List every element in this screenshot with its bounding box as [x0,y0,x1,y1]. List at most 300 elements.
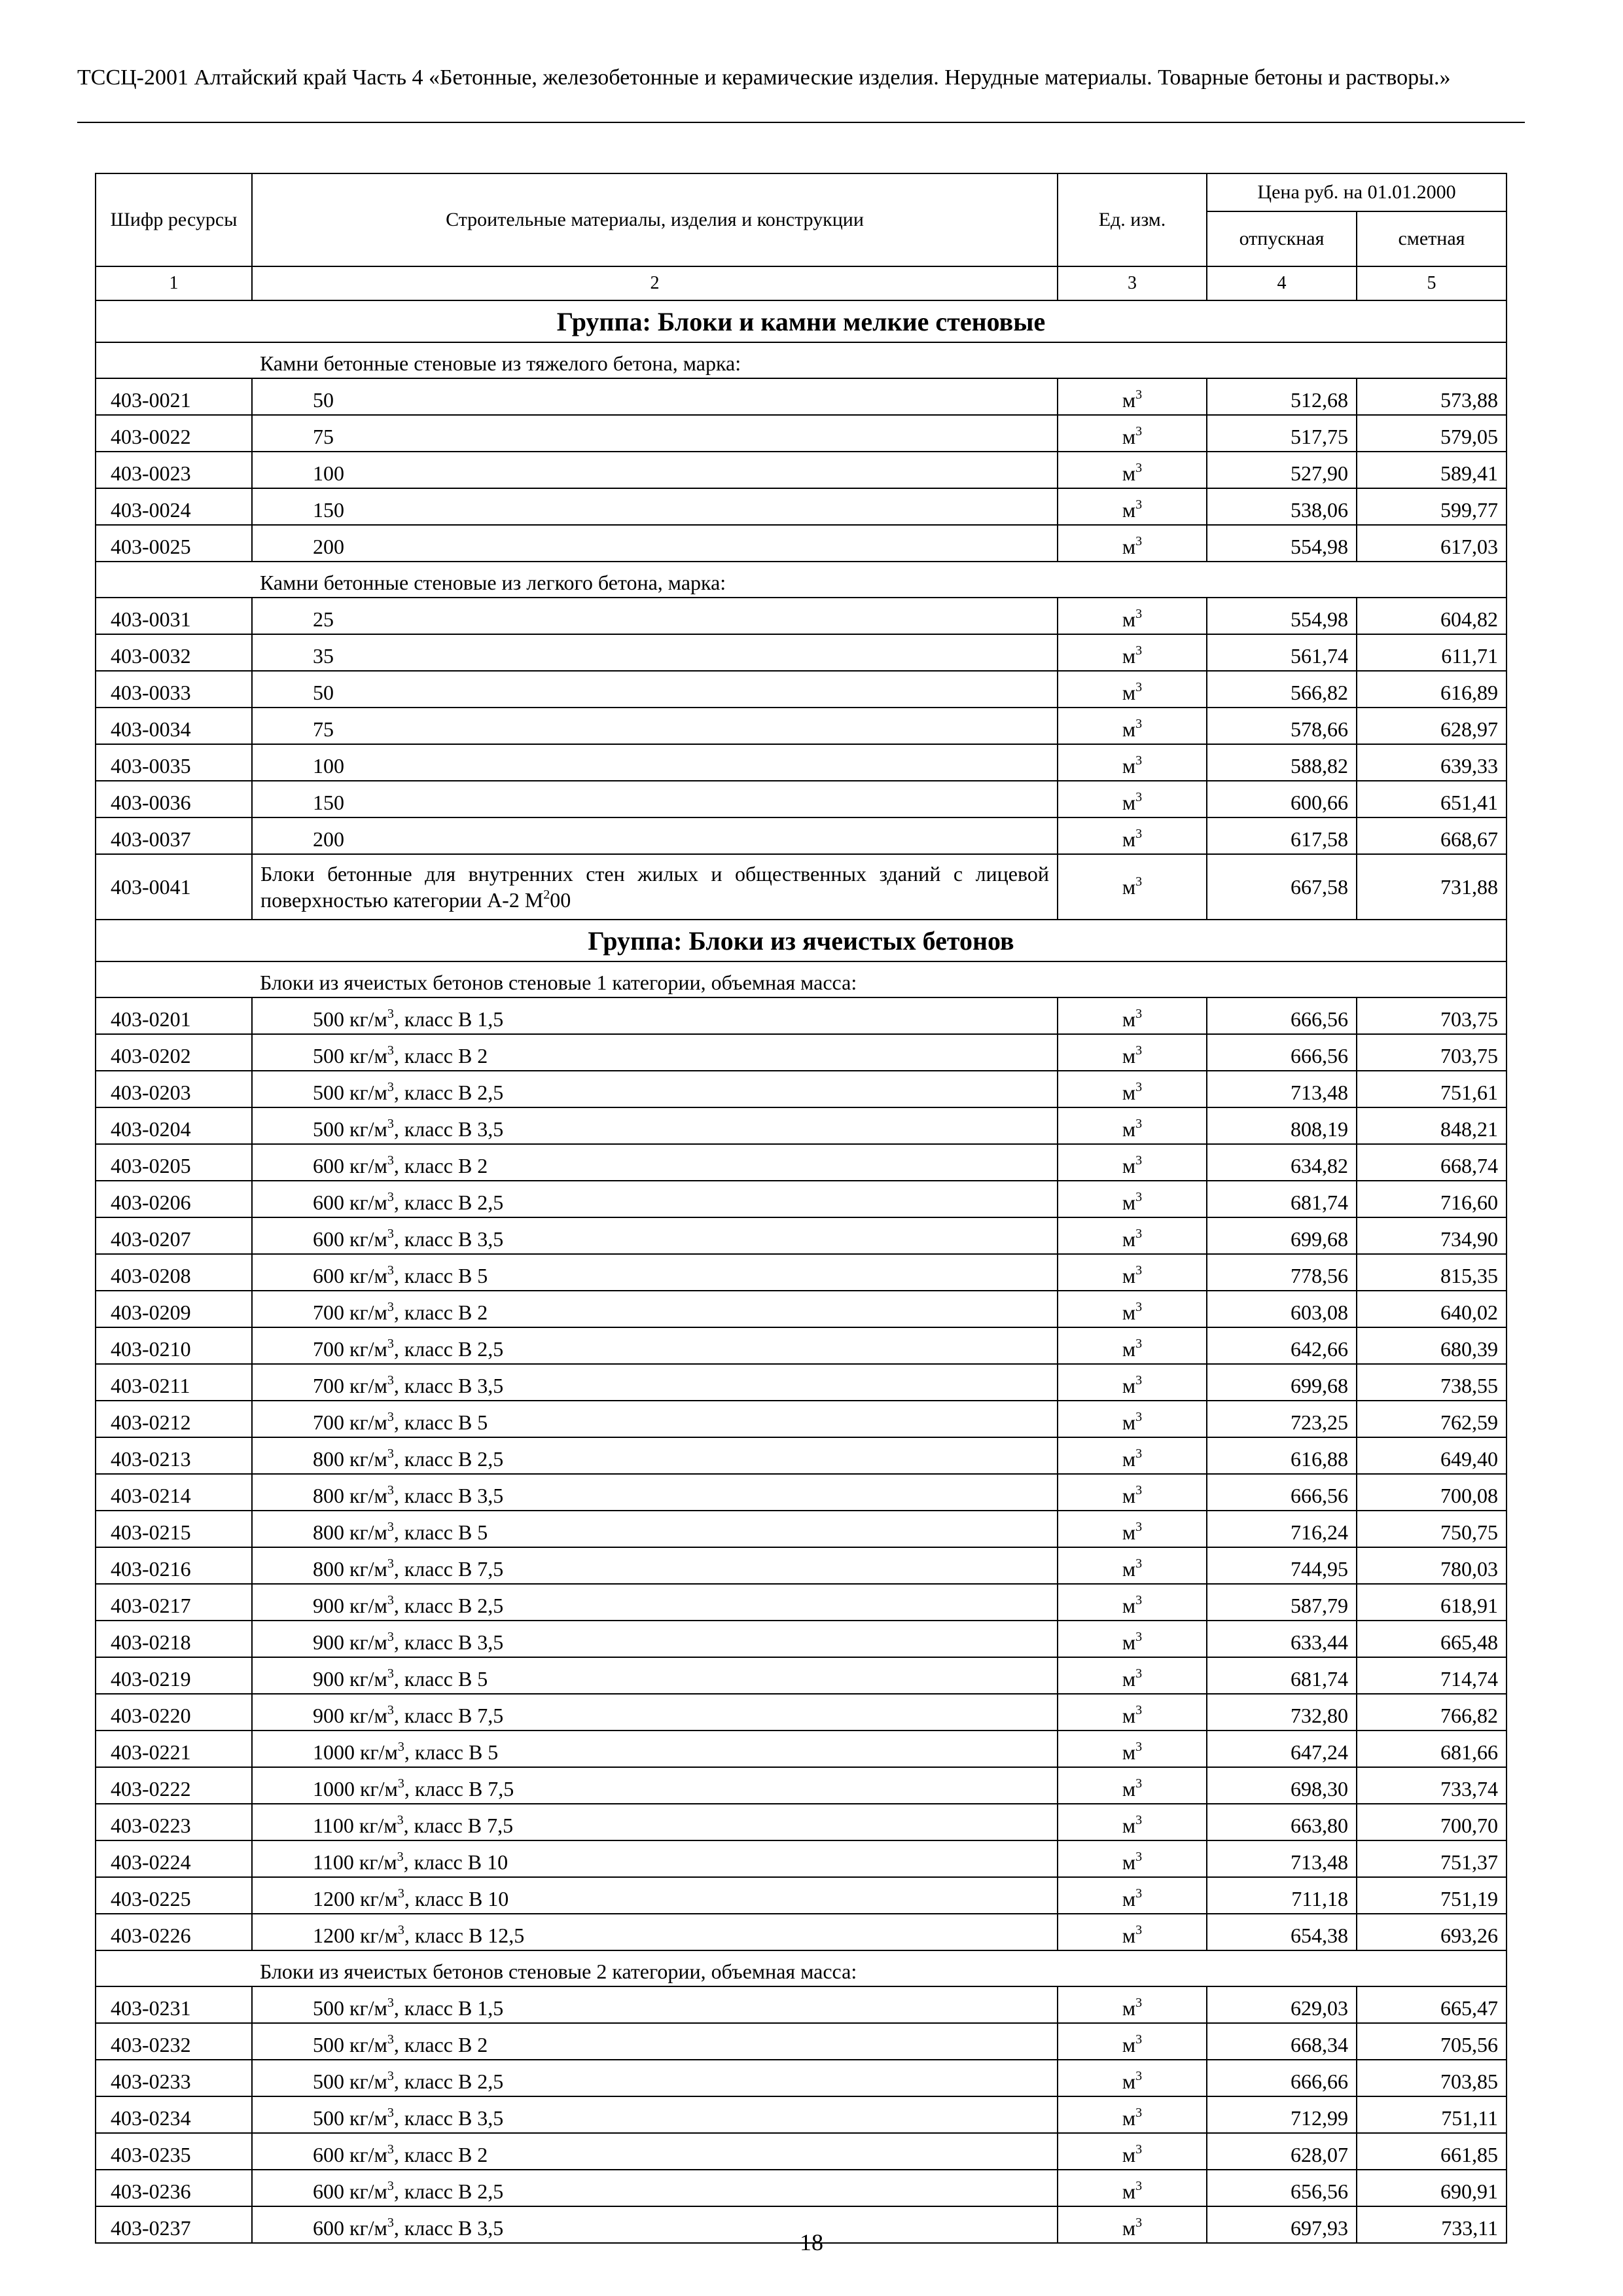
material-name: 500 $кг/м^3$, класс В 2,5 [252,2060,1058,2096]
resource-code: 403-0206 [96,1181,252,1217]
estimate-price: 815,35 [1357,1254,1507,1291]
material-name: 75 [252,708,1058,744]
resource-code: 403-0218 [96,1621,252,1657]
table-row [96,1254,1507,1291]
unit-cell: $м^3$ [1058,1364,1207,1401]
release-price: 554,98 [1207,525,1357,562]
material-name: 100 [252,452,1058,488]
table-row [96,708,1507,744]
subgroup-title: Камни бетонные стеновые из легкого бетона, марка: [96,562,1507,598]
subgroup-title: Камни бетонные стеновые из тяжелого бетона, марка: [96,342,1507,378]
resource-code: 403-0210 [96,1327,252,1364]
table-row [96,854,1507,920]
material-name: 800 $кг/м^3$, класс В 7,5 [252,1547,1058,1584]
estimate-price: 579,05 [1357,415,1507,452]
estimate-price: 604,82 [1357,598,1507,634]
table-row [96,1804,1507,1840]
unit-cell: $м^3$ [1058,452,1207,488]
table-row [96,1986,1507,2023]
release-price: 666,56 [1207,1034,1357,1071]
col-header-release: отпускная [1207,211,1357,266]
table-row [96,1071,1507,1107]
unit-cell: $м^3$ [1058,488,1207,525]
group-row [96,920,1507,961]
table-row [96,671,1507,708]
estimate-price: 616,89 [1357,671,1507,708]
resource-code: 403-0217 [96,1584,252,1621]
release-price: 681,74 [1207,1657,1357,1694]
resource-code: 403-0202 [96,1034,252,1071]
unit-cell: $м^3$ [1058,1327,1207,1364]
unit-cell: $м^3$ [1058,1767,1207,1804]
release-price: 617,58 [1207,817,1357,854]
col-number: 2 [252,266,1058,300]
material-name: 150 [252,488,1058,525]
unit-cell: $м^3$ [1058,781,1207,817]
table-row [96,1364,1507,1401]
estimate-price: 573,88 [1357,378,1507,415]
unit-cell: $м^3$ [1058,1804,1207,1840]
table-row [96,997,1507,1034]
unit-cell: $м^3$ [1058,415,1207,452]
material-name: 500 $кг/м^3$, класс В 2 [252,2023,1058,2060]
unit-cell: $м^3$ [1058,2133,1207,2170]
table-row [96,598,1507,634]
release-price: 681,74 [1207,1181,1357,1217]
release-price: 666,66 [1207,2060,1357,2096]
col-number: 5 [1357,266,1507,300]
unit-cell: $м^3$ [1058,854,1207,920]
release-price: 723,25 [1207,1401,1357,1437]
release-price: 699,68 [1207,1364,1357,1401]
table-row [96,1034,1507,1071]
material-name: 500 $кг/м^3$, класс В 3,5 [252,2096,1058,2133]
estimate-price: 703,85 [1357,2060,1507,2096]
document-header: ТССЦ-2001 Алтайский край Часть 4 «Бетонные, железобетонные и керамические изделия. Нерудные материалы. Товарные бетоны и растворы.» [77,65,1451,90]
release-price: 699,68 [1207,1217,1357,1254]
release-price: 628,07 [1207,2133,1357,2170]
material-name: 700 $кг/м^3$, класс В 2,5 [252,1327,1058,1364]
resource-code: 403-0032 [96,634,252,671]
table-row [96,2133,1507,2170]
release-price: 654,38 [1207,1914,1357,1950]
estimate-price: 640,02 [1357,1291,1507,1327]
subgroup-row [96,562,1507,598]
resource-code: 403-0235 [96,2133,252,2170]
unit-cell: $м^3$ [1058,1914,1207,1950]
estimate-price: 750,75 [1357,1511,1507,1547]
estimate-price: 762,59 [1357,1401,1507,1437]
resource-code: 403-0203 [96,1071,252,1107]
release-price: 697,93 [1207,2206,1357,2243]
material-name: 50 [252,671,1058,708]
release-price: 517,75 [1207,415,1357,452]
resource-code: 403-0211 [96,1364,252,1401]
estimate-price: 716,60 [1357,1181,1507,1217]
page-number: 18 [800,2229,823,2255]
unit-cell: $м^3$ [1058,1547,1207,1584]
release-price: 666,56 [1207,997,1357,1034]
estimate-price: 700,08 [1357,1474,1507,1511]
release-price: 527,90 [1207,452,1357,488]
estimate-price: 661,85 [1357,2133,1507,2170]
release-price: 603,08 [1207,1291,1357,1327]
material-name: 200 [252,817,1058,854]
table-row [96,1694,1507,1731]
material-name: 600 $кг/м^3$, класс В 2,5 [252,2170,1058,2206]
unit-cell: $м^3$ [1058,2206,1207,2243]
material-name: 35 [252,634,1058,671]
table-row [96,1621,1507,1657]
estimate-price: 665,47 [1357,1986,1507,2023]
material-name: 900 $кг/м^3$, класс В 3,5 [252,1621,1058,1657]
material-name: 1200 $кг/м^3$, класс В 12,5 [252,1914,1058,1950]
material-name: 500 $кг/м^3$, класс В 2 [252,1034,1058,1071]
resource-code: 403-0212 [96,1401,252,1437]
table-row [96,1474,1507,1511]
subgroup-row [96,1950,1507,1986]
estimate-price: 611,71 [1357,634,1507,671]
material-name: 600 $кг/м^3$, класс В 3,5 [252,2206,1058,2243]
table-row [96,1914,1507,1950]
col-number: 4 [1207,266,1357,300]
resource-code: 403-0025 [96,525,252,562]
table-row [96,452,1507,488]
table-row [96,1437,1507,1474]
unit-cell: $м^3$ [1058,2060,1207,2096]
resource-code: 403-0041 [96,854,252,920]
material-name: 200 [252,525,1058,562]
resource-code: 403-0236 [96,2170,252,2206]
unit-cell: $м^3$ [1058,1694,1207,1731]
resource-code: 403-0036 [96,781,252,817]
resource-code: 403-0224 [96,1840,252,1877]
resource-code: 403-0232 [96,2023,252,2060]
estimate-price: 680,39 [1357,1327,1507,1364]
unit-cell: $м^3$ [1058,1071,1207,1107]
estimate-price: 639,33 [1357,744,1507,781]
estimate-price: 733,74 [1357,1767,1507,1804]
unit-cell: $м^3$ [1058,634,1207,671]
material-name: 800 $кг/м^3$, класс В 3,5 [252,1474,1058,1511]
release-price: 538,06 [1207,488,1357,525]
resource-code: 403-0209 [96,1291,252,1327]
release-price: 711,18 [1207,1877,1357,1914]
table-row [96,2023,1507,2060]
unit-cell: $м^3$ [1058,2170,1207,2206]
table-row [96,1840,1507,1877]
material-name: 50 [252,378,1058,415]
release-price: 554,98 [1207,598,1357,634]
estimate-price: 681,66 [1357,1731,1507,1767]
material-name: 600 $кг/м^3$, класс В 3,5 [252,1217,1058,1254]
release-price: 629,03 [1207,1986,1357,2023]
table-row [96,2060,1507,2096]
estimate-price: 668,74 [1357,1144,1507,1181]
material-name: 600 $кг/м^3$, класс В 2,5 [252,1181,1058,1217]
material-name: 600 $кг/м^3$, класс В 2 [252,1144,1058,1181]
release-price: 587,79 [1207,1584,1357,1621]
unit-cell: $м^3$ [1058,2096,1207,2133]
material-name: 1100 $кг/м^3$, класс В 7,5 [252,1804,1058,1840]
resource-code: 403-0034 [96,708,252,744]
table-row [96,1217,1507,1254]
col-header-estimate: сметная [1357,211,1507,266]
resource-code: 403-0037 [96,817,252,854]
table-row [96,744,1507,781]
unit-cell: $м^3$ [1058,525,1207,562]
subgroup-row [96,961,1507,997]
estimate-price: 751,37 [1357,1840,1507,1877]
table-row [96,1401,1507,1437]
col-header-code: Шифр ресурсы [96,173,252,266]
resource-code: 403-0225 [96,1877,252,1914]
table-row [96,2096,1507,2133]
resource-code: 403-0023 [96,452,252,488]
material-name: 700 $кг/м^3$, класс В 3,5 [252,1364,1058,1401]
estimate-price: 703,75 [1357,1034,1507,1071]
release-price: 616,88 [1207,1437,1357,1474]
estimate-price: 617,03 [1357,525,1507,562]
resource-code: 403-0226 [96,1914,252,1950]
resource-code: 403-0205 [96,1144,252,1181]
material-name: 500 $кг/м^3$, класс В 1,5 [252,997,1058,1034]
resource-code: 403-0024 [96,488,252,525]
resource-code: 403-0021 [96,378,252,415]
estimate-price: 703,75 [1357,997,1507,1034]
material-name: 25 [252,598,1058,634]
resource-code: 403-0035 [96,744,252,781]
material-name: 1000 $кг/м^3$, класс В 7,5 [252,1767,1058,1804]
release-price: 566,82 [1207,671,1357,708]
unit-cell: $м^3$ [1058,671,1207,708]
estimate-price: 751,11 [1357,2096,1507,2133]
estimate-price: 700,70 [1357,1804,1507,1840]
table-body [96,300,1507,2243]
release-price: 588,82 [1207,744,1357,781]
unit-cell: $м^3$ [1058,1291,1207,1327]
material-name: 500 $кг/м^3$, класс В 3,5 [252,1107,1058,1144]
table-row [96,1584,1507,1621]
release-price: 633,44 [1207,1621,1357,1657]
release-price: 634,82 [1207,1144,1357,1181]
resource-code: 403-0204 [96,1107,252,1144]
release-price: 712,99 [1207,2096,1357,2133]
table-row [96,781,1507,817]
material-name: 900 $кг/м^3$, класс В 2,5 [252,1584,1058,1621]
material-name: 500 $кг/м^3$, класс В 2,5 [252,1071,1058,1107]
estimate-price: 618,91 [1357,1584,1507,1621]
unit-cell: $м^3$ [1058,744,1207,781]
release-price: 744,95 [1207,1547,1357,1584]
estimate-price: 714,74 [1357,1657,1507,1694]
group-title: Группа: Блоки и камни мелкие стеновые [96,300,1507,342]
resource-code: 403-0233 [96,2060,252,2096]
release-price: 663,80 [1207,1804,1357,1840]
resource-code: 403-0237 [96,2206,252,2243]
release-price: 732,80 [1207,1694,1357,1731]
group-row [96,300,1507,342]
unit-cell: $м^3$ [1058,378,1207,415]
unit-cell: $м^3$ [1058,817,1207,854]
resource-code: 403-0031 [96,598,252,634]
table-row [96,1547,1507,1584]
table-row [96,1107,1507,1144]
resource-code: 403-0219 [96,1657,252,1694]
table-row [96,1181,1507,1217]
material-name: 150 [252,781,1058,817]
release-price: 656,56 [1207,2170,1357,2206]
resource-code: 403-0220 [96,1694,252,1731]
release-price: 667,58 [1207,854,1357,920]
release-price: 561,74 [1207,634,1357,671]
unit-cell: $м^3$ [1058,1731,1207,1767]
release-price: 778,56 [1207,1254,1357,1291]
resource-code: 403-0201 [96,997,252,1034]
header-rule [77,122,1525,123]
unit-cell: $м^3$ [1058,708,1207,744]
estimate-price: 668,67 [1357,817,1507,854]
material-name: 600 $кг/м^3$, класс В 5 [252,1254,1058,1291]
col-header-unit: Ед. изм. [1058,173,1207,266]
resource-code: 403-0022 [96,415,252,452]
material-name: 600 $кг/м^3$, класс В 2 [252,2133,1058,2170]
estimate-price: 599,77 [1357,488,1507,525]
material-name: 1200 $кг/м^3$, класс В 10 [252,1877,1058,1914]
estimate-price: 690,91 [1357,2170,1507,2206]
unit-cell: $м^3$ [1058,1877,1207,1914]
unit-cell: $м^3$ [1058,1144,1207,1181]
material-name: 100 [252,744,1058,781]
group-title: Группа: Блоки из ячеистых бетонов [96,920,1507,961]
table-row [96,415,1507,452]
estimate-price: 766,82 [1357,1694,1507,1731]
unit-cell: $м^3$ [1058,1511,1207,1547]
col-number: 3 [1058,266,1207,300]
material-name: 800 $кг/м^3$, класс В 5 [252,1511,1058,1547]
table-row [96,634,1507,671]
unit-cell: $м^3$ [1058,1437,1207,1474]
estimate-price: 734,90 [1357,1217,1507,1254]
table-row [96,817,1507,854]
table-row [96,488,1507,525]
unit-cell: $м^3$ [1058,1474,1207,1511]
release-price: 642,66 [1207,1327,1357,1364]
resource-code: 403-0213 [96,1437,252,1474]
col-header-name: Строительные материалы, изделия и конструкции [252,173,1058,266]
resource-code: 403-0221 [96,1731,252,1767]
resource-code: 403-0207 [96,1217,252,1254]
estimate-price: 848,21 [1357,1107,1507,1144]
resource-code: 403-0231 [96,1986,252,2023]
unit-cell: $м^3$ [1058,1840,1207,1877]
resource-code: 403-0216 [96,1547,252,1584]
release-price: 512,68 [1207,378,1357,415]
release-price: 808,19 [1207,1107,1357,1144]
unit-cell: $м^3$ [1058,2023,1207,2060]
table-row [96,1877,1507,1914]
table-row [96,378,1507,415]
unit-cell: $м^3$ [1058,1254,1207,1291]
price-table [95,173,1507,2244]
table-row [96,2170,1507,2206]
material-name: 500 $кг/м^3$, класс В 1,5 [252,1986,1058,2023]
table-row [96,1657,1507,1694]
table-row [96,1144,1507,1181]
release-price: 647,24 [1207,1731,1357,1767]
unit-cell: $м^3$ [1058,1621,1207,1657]
subgroup-title: Блоки из ячеистых бетонов стеновые 2 категории, объемная масса: [96,1950,1507,1986]
resource-code: 403-0214 [96,1474,252,1511]
table-row [96,1511,1507,1547]
unit-cell: $м^3$ [1058,1584,1207,1621]
release-price: 713,48 [1207,1071,1357,1107]
estimate-price: 665,48 [1357,1621,1507,1657]
estimate-price: 705,56 [1357,2023,1507,2060]
unit-cell: $м^3$ [1058,598,1207,634]
release-price: 716,24 [1207,1511,1357,1547]
release-price: 666,56 [1207,1474,1357,1511]
unit-cell: $м^3$ [1058,1034,1207,1071]
table-row [96,1327,1507,1364]
col-number: 1 [96,266,252,300]
resource-code: 403-0234 [96,2096,252,2133]
unit-cell: $м^3$ [1058,997,1207,1034]
release-price: 578,66 [1207,708,1357,744]
resource-code: 403-0033 [96,671,252,708]
estimate-price: 651,41 [1357,781,1507,817]
material-name: 900 $кг/м^3$, класс В 5 [252,1657,1058,1694]
table-row [96,525,1507,562]
col-header-price: Цена руб. на 01.01.2000 [1207,173,1507,211]
resource-code: 403-0223 [96,1804,252,1840]
release-price: 668,34 [1207,2023,1357,2060]
table-row [96,1731,1507,1767]
resource-code: 403-0222 [96,1767,252,1804]
unit-cell: $м^3$ [1058,1657,1207,1694]
unit-cell: $м^3$ [1058,1986,1207,2023]
subgroup-row [96,342,1507,378]
unit-cell: $м^3$ [1058,1181,1207,1217]
estimate-price: 628,97 [1357,708,1507,744]
resource-code: 403-0208 [96,1254,252,1291]
material-name: 900 $кг/м^3$, класс В 7,5 [252,1694,1058,1731]
estimate-price: 733,11 [1357,2206,1507,2243]
estimate-price: 738,55 [1357,1364,1507,1401]
release-price: 600,66 [1207,781,1357,817]
unit-cell: $м^3$ [1058,1107,1207,1144]
estimate-price: 649,40 [1357,1437,1507,1474]
estimate-price: 589,41 [1357,452,1507,488]
release-price: 713,48 [1207,1840,1357,1877]
estimate-price: 693,26 [1357,1914,1507,1950]
estimate-price: 751,61 [1357,1071,1507,1107]
estimate-price: 731,88 [1357,854,1507,920]
material-name: 1100 $кг/м^3$, класс В 10 [252,1840,1058,1877]
estimate-price: 751,19 [1357,1877,1507,1914]
material-name: 700 $кг/м^3$, класс В 5 [252,1401,1058,1437]
subgroup-title: Блоки из ячеистых бетонов стеновые 1 категории, объемная масса: [96,961,1507,997]
material-name: 1000 $кг/м^3$, класс В 5 [252,1731,1058,1767]
material-name: Блоки бетонные для внутренних стен жилых и общественных зданий с лицевой поверхностью категории А-2 $М^200$ [252,854,1058,920]
unit-cell: $м^3$ [1058,1401,1207,1437]
estimate-price: 780,03 [1357,1547,1507,1584]
resource-code: 403-0215 [96,1511,252,1547]
material-name: 800 $кг/м^3$, класс В 2,5 [252,1437,1058,1474]
material-name: 75 [252,415,1058,452]
table-row [96,1291,1507,1327]
table-row [96,1767,1507,1804]
